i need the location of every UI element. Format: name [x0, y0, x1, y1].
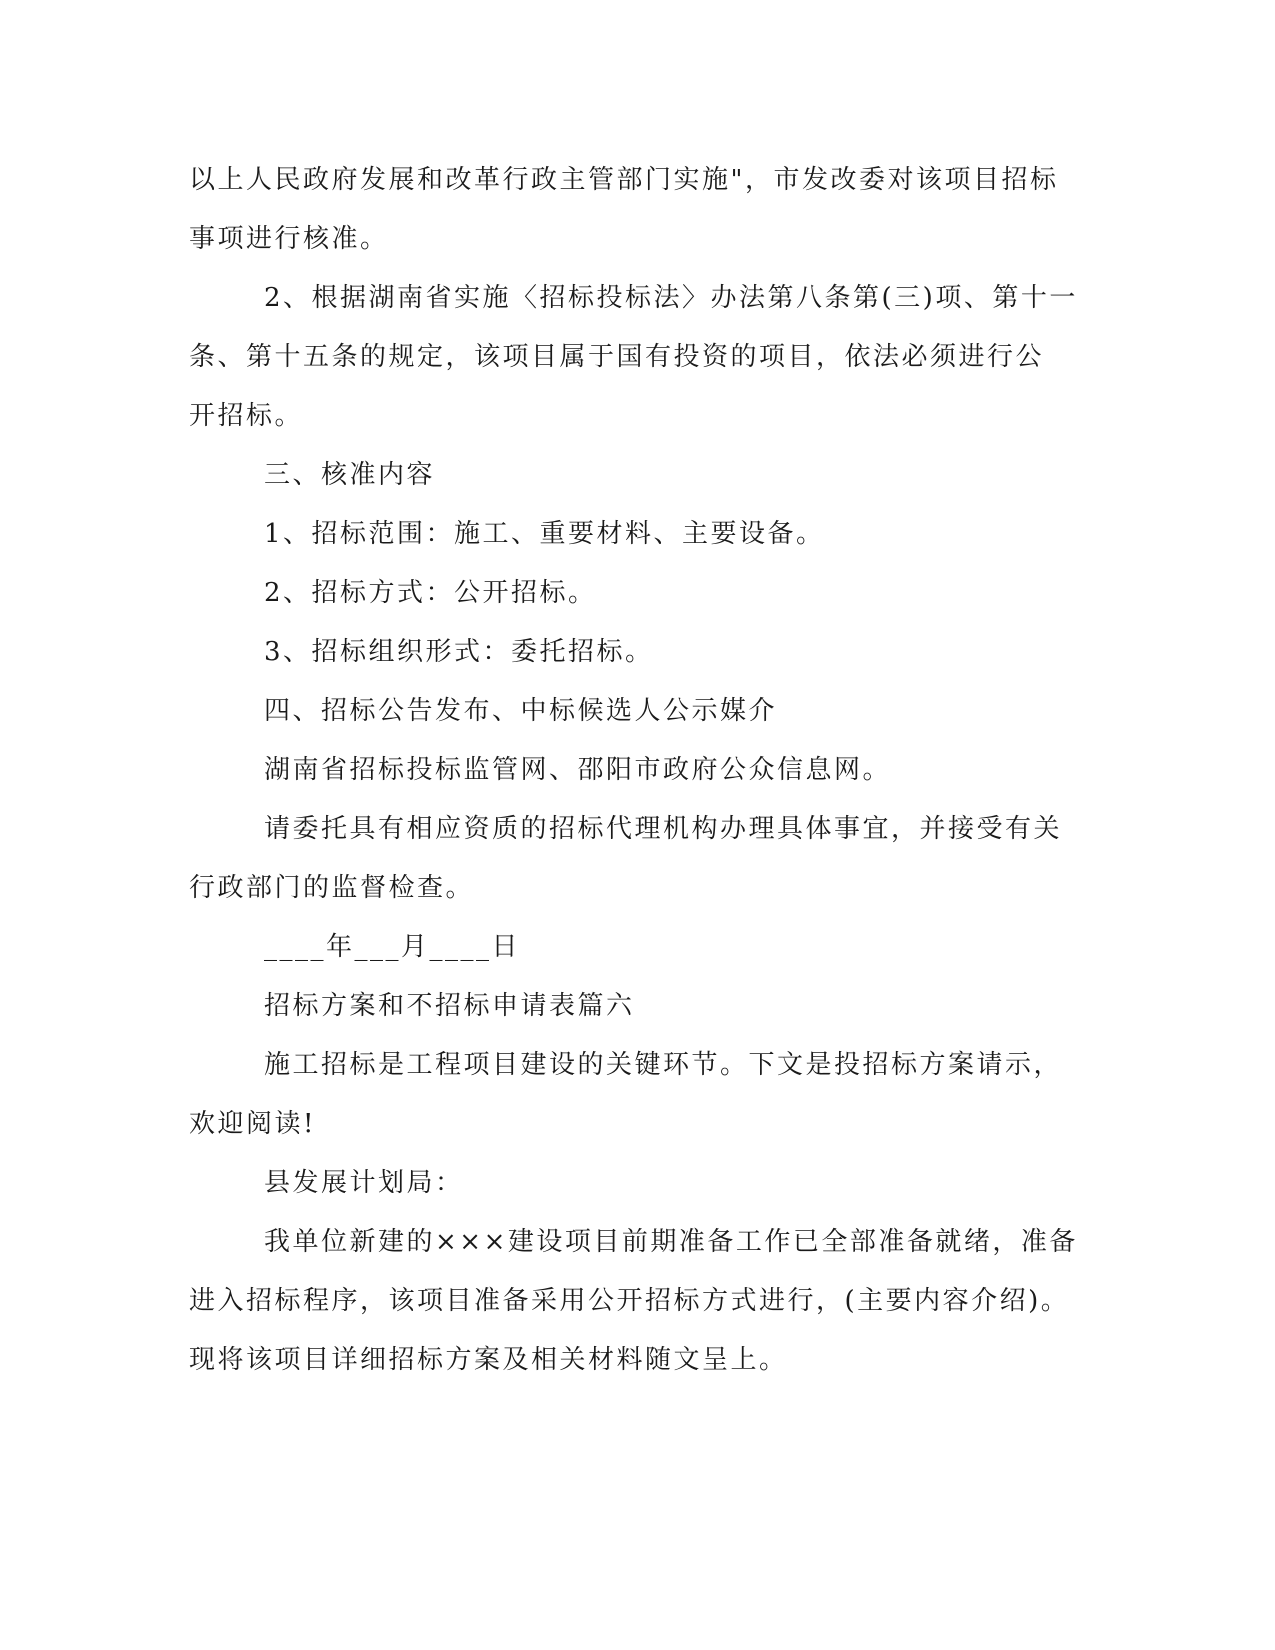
text-line: 事项进行核准。 [189, 224, 389, 254]
addressee: 县发展计划局： [264, 1168, 464, 1198]
text-line: 欢迎阅读! [189, 1109, 316, 1139]
text-line: 行政部门的监督检查。 [189, 873, 475, 903]
list-item-scope: 1、招标范围：施工、重要材料、主要设备。 [264, 519, 825, 549]
text-line: 条、第十五条的规定，该项目属于国有投资的项目，依法必须进行公 [189, 342, 1045, 372]
text-line: 开招标。 [189, 401, 304, 431]
section-heading-3: 三、核准内容 [264, 460, 436, 490]
list-item-method: 2、招标方式：公开招标。 [264, 578, 597, 608]
body-paragraph: 我单位新建的×××建设项目前期准备工作已全部准备就绪，准备 [264, 1227, 1078, 1257]
paragraph-item-2: 2、根据湖南省实施〈招标投标法〉办法第八条第(三)项、第十一 [264, 283, 1078, 313]
section-title: 招标方案和不招标申请表篇六 [264, 991, 635, 1021]
text-line: 现将该项目详细招标方案及相关材料随文呈上。 [189, 1345, 788, 1375]
text-line-continuation: 以上人民政府发展和改革行政主管部门实施"，市发改委对该项目招标 [189, 165, 1059, 195]
section-heading-4: 四、招标公告发布、中标候选人公示媒介 [264, 696, 778, 726]
intro-paragraph: 施工招标是工程项目建设的关键环节。下文是投招标方案请示， [264, 1050, 1063, 1080]
request-paragraph: 请委托具有相应资质的招标代理机构办理具体事宜，并接受有关 [264, 814, 1063, 844]
media-list: 湖南省招标投标监管网、邵阳市政府公众信息网。 [264, 755, 892, 785]
list-item-organization: 3、招标组织形式：委托招标。 [264, 637, 654, 667]
text-line: 进入招标程序，该项目准备采用公开招标方式进行，(主要内容介绍)。 [189, 1286, 1070, 1316]
date-line: ____年___月____日 [264, 932, 521, 962]
